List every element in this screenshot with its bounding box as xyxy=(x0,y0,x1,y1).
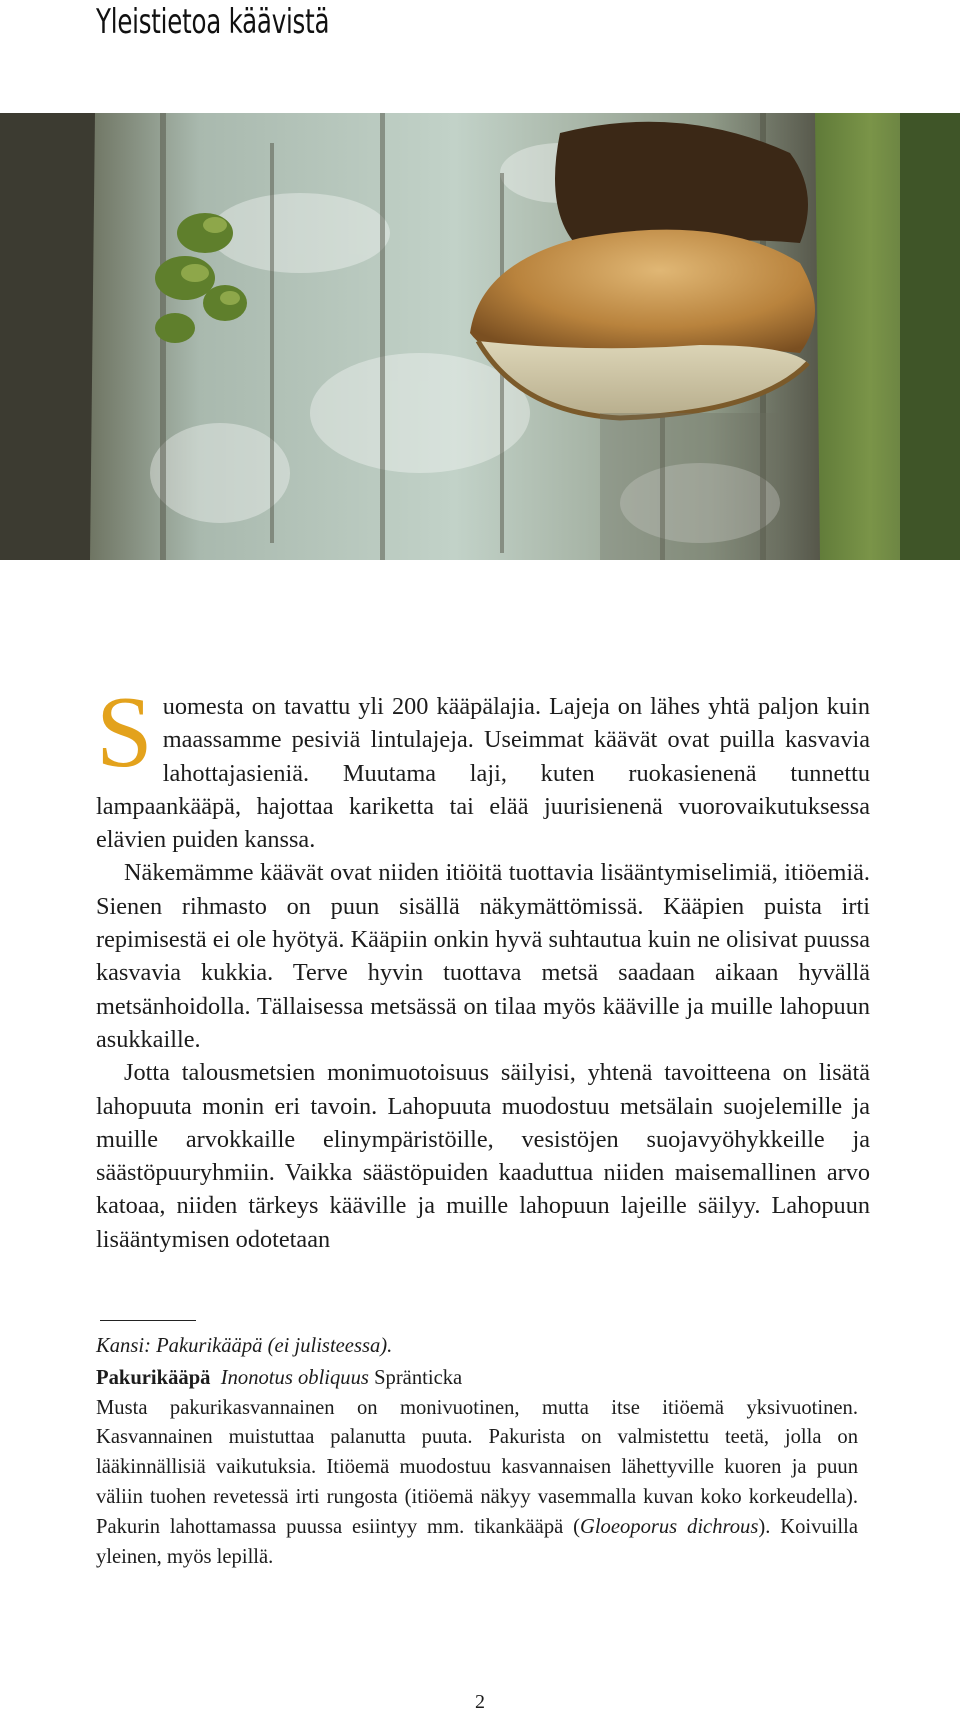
species-author: Spränticka xyxy=(374,1366,463,1389)
paragraph-1-text: uomesta on tavattu yli 200 kääpälajia. Lajeja on lähes yhtä paljon kuin maassamme pesiviä lintulajeja. Useimmat käävät ovat puilla kasvavia lahottajasieniä. Muutama laji, kuten ruokasienenä tunnettu lampaankääpä, hajottaa kariketta tai elää juurisienenä vuorovaikutuksessa elävien puiden kanssa. xyxy=(96,693,870,854)
page-title: Yleistietoa käävistä xyxy=(96,2,330,42)
description-text-end: ). Koivuilla yleinen, myös lepillä. xyxy=(96,1515,858,1568)
species-latin-name: Inonotus obliquus xyxy=(220,1366,369,1389)
description-text: Musta pakurikasvannainen on monivuotinen, mutta itse itiöemä yksivuotinen. Kasvannainen muistuttaa palanutta puuta. Pakurista on valmistettu teetä, jolla on lääkinnällisiä vaikutuksia. Itiöemä muodostuu kasvannaisen lähettyville kuoren ja puun väliin tuohen revetessä irti rungosta (itiöemä näkyy vasemmalla kuvan koko korkeudella). Pakurin lahottamassa puussa esiintyy mm. tikankääpä ( xyxy=(96,1396,858,1538)
description-latin: Gloeoporus dichrous xyxy=(579,1515,759,1538)
photo-caption xyxy=(96,1332,858,1572)
page-number: 2 xyxy=(475,1691,485,1713)
photo-tree-bracket-fungus xyxy=(0,113,960,560)
cover-note: Kansi: Pakurikääpä (ei julisteessa). xyxy=(96,1335,393,1357)
species-name: Pakurikääpä xyxy=(96,1366,211,1389)
species-description xyxy=(96,1394,858,1573)
species-heading xyxy=(96,1364,858,1394)
dropcap-letter: S xyxy=(96,676,153,789)
article-body xyxy=(96,676,870,1256)
article-paragraph-2: Näkemämme käävät ovat niiden itiöitä tuottavia lisääntymiselimiä, itiöemiä. Sienen rihmasto on puun sisällä näkymättömissä. Kääpien puista irti repimisestä ei ole hyötyä. Kääpiin onkin hyvä suhtautua kuin ne olisivat puussa kasvavia kukkia. Terve hyvin tuottava metsä saadaan aikaan hyvällä metsänhoidolla. Tällaisessa metsässä on tilaa myös kääville ja muille lahopuun asukkaille. xyxy=(96,859,870,1053)
article-paragraph-1 xyxy=(96,676,870,856)
article-paragraph-3: Jotta talousmetsien monimuotoisuus säilyisi, yhtenä tavoitteena on lisätä lahopuuta monin eri tavoin. Lahopuuta muodostuu metsälain suojelemille ja muille arvokkaille elinympäristöille, vesistöjen suojavyöhykkeille ja säästöpuuryhmiin. Vaikka säästöpuiden kaaduttua niiden maisemallinen arvo katoaa, niiden tärkeys kääville ja muille lahopuun lajeille säilyy. Lahopuun lisääntymisen odotetaan xyxy=(96,1059,870,1253)
footnote-divider xyxy=(100,1320,196,1321)
